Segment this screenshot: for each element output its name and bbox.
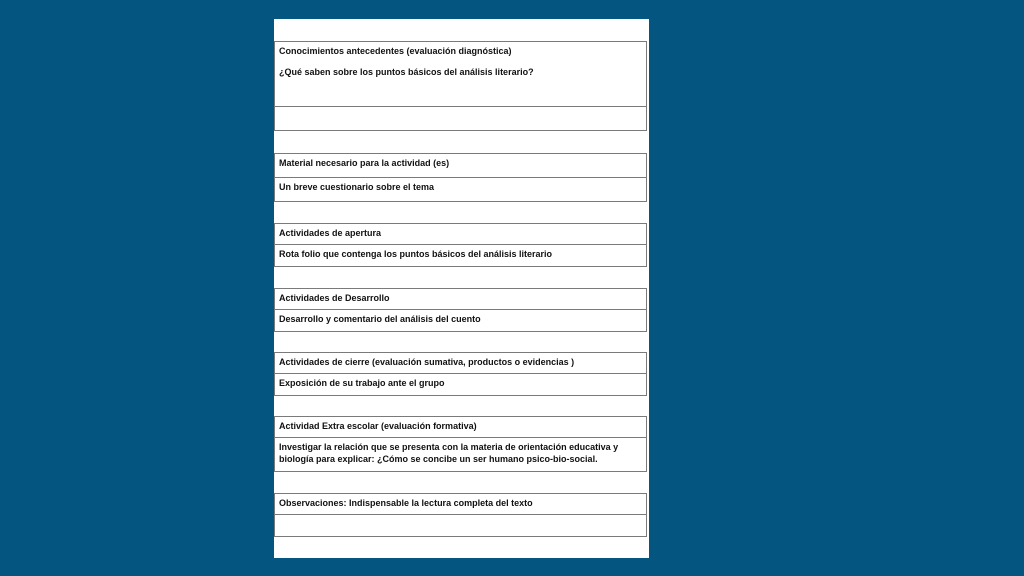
conocimientos-question: ¿Qué saben sobre los puntos básicos del análisis literario? <box>279 67 534 77</box>
observaciones-blank-row <box>274 515 647 537</box>
conocimientos-blank-row <box>274 107 647 131</box>
material-title-cell <box>274 153 647 178</box>
apertura-value-cell <box>274 245 647 267</box>
cierre-title-cell <box>274 352 647 374</box>
cierre-value-cell <box>274 374 647 396</box>
cierre-value: Exposición de su trabajo ante el grupo <box>279 378 445 388</box>
material-value: Un breve cuestionario sobre el tema <box>279 182 435 192</box>
desarrollo-value: Desarrollo y comentario del análisis del cuento <box>279 314 481 324</box>
extra-title: Actividad Extra escolar (evaluación formativa) <box>279 421 477 431</box>
material-value-cell <box>274 178 647 202</box>
apertura-title: Actividades de apertura <box>279 228 382 238</box>
lesson-plan-page <box>274 19 649 558</box>
desarrollo-title-cell <box>274 288 647 310</box>
material-title: Material necesario para la actividad (es) <box>279 158 450 168</box>
apertura-title-cell <box>274 223 647 245</box>
extra-title-cell <box>274 416 647 438</box>
desarrollo-value-cell <box>274 310 647 332</box>
apertura-value: Rota folio que contenga los puntos básicos del análisis literario <box>279 249 553 259</box>
conocimientos-cell <box>274 41 647 107</box>
cierre-title: Actividades de cierre (evaluación sumativa, productos o evidencias ) <box>279 357 575 367</box>
desarrollo-title: Actividades de Desarrollo <box>279 293 390 303</box>
observaciones-text: Observaciones: Indispensable la lectura completa del texto <box>279 498 533 508</box>
observaciones-cell <box>274 493 647 515</box>
conocimientos-title: Conocimientos antecedentes (evaluación diagnóstica) <box>279 46 512 56</box>
extra-value: Investigar la relación que se presenta con la materia de orientación educativa y biología para explicar: ¿Cómo se concibe un ser humano psico-bio-social. <box>279 442 619 464</box>
extra-value-cell <box>274 438 647 472</box>
